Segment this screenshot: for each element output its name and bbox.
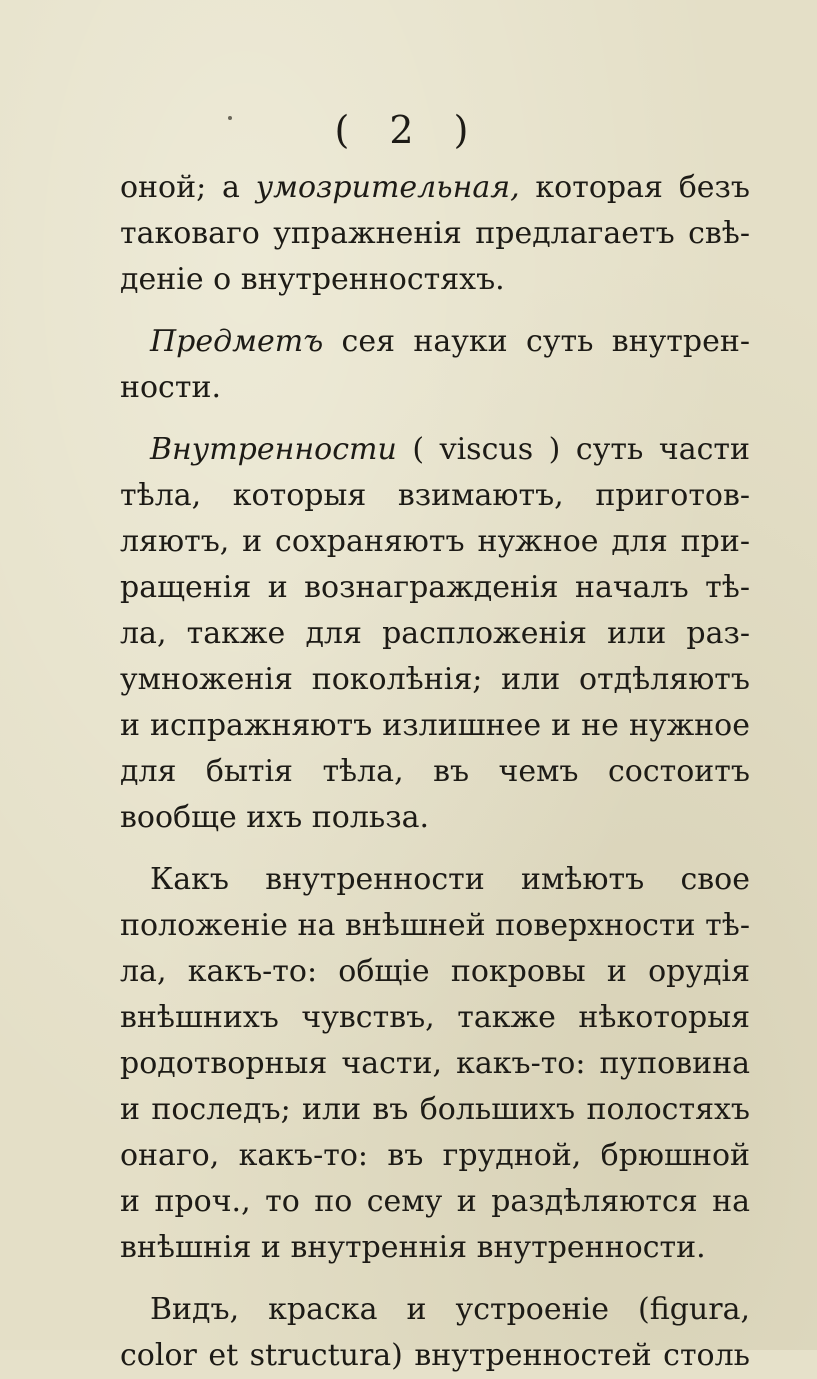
text-line: ла, какъ-то: общiе покровы и орудiя bbox=[120, 954, 750, 989]
text-line: внѣшнiя и внутреннiя внутренности. bbox=[120, 1230, 706, 1265]
text-run: которая безъ bbox=[519, 170, 750, 205]
text-line: внѣшнихъ чувствъ, также нѣкоторыя bbox=[120, 1000, 750, 1035]
text-line: и испражняютъ излишнее и не нужное bbox=[120, 708, 750, 743]
text-line: ляютъ, и сохраняютъ нужное для при- bbox=[120, 524, 750, 559]
text-line: ности. bbox=[120, 370, 221, 405]
text-line bbox=[120, 319, 750, 365]
italic-term: умозрительная, bbox=[255, 170, 520, 205]
text-run: сея науки суть внутрен- bbox=[323, 324, 750, 359]
text-line: родотворныя части, какъ-то: пуповина bbox=[120, 1046, 750, 1081]
text-line: Видъ, краска и устроенiе (figura, bbox=[150, 1292, 750, 1327]
text-line: денiе о внутренностяхъ. bbox=[120, 262, 505, 297]
text-line: вообще ихъ польза. bbox=[120, 800, 430, 835]
text-line bbox=[120, 427, 750, 473]
text-line: тѣла, которыя взимаютъ, приготов- bbox=[120, 478, 750, 513]
text-line: для бытiя тѣла, въ чемъ состоитъ bbox=[120, 754, 750, 789]
text-line: ла, также для распложенiя или раз- bbox=[120, 616, 750, 651]
body-text bbox=[120, 165, 750, 1379]
text-line bbox=[120, 165, 750, 211]
text-line: положенiе на внѣшней поверхности тѣ- bbox=[120, 908, 750, 943]
text-line: и проч., то по сему и раздѣляются на bbox=[120, 1184, 750, 1219]
italic-term: Предметъ bbox=[150, 324, 324, 359]
text-line: и последъ; или въ большихъ полостяхъ bbox=[120, 1092, 750, 1127]
italic-term: Внутренности bbox=[150, 432, 397, 467]
text-line: ращенiя и вознагражденiя началъ тѣ- bbox=[120, 570, 750, 605]
text-line: умноженiя поколѣнiя; или отдѣляютъ bbox=[120, 662, 750, 697]
text-run: ( viscus ) суть части bbox=[396, 432, 750, 467]
text-run: оной; а bbox=[120, 170, 256, 205]
text-line: color et structura) внутренностей столь bbox=[120, 1338, 750, 1373]
text-line: Какъ внутренности имѣютъ свое bbox=[150, 862, 750, 897]
page-number: ( 2 ) bbox=[334, 108, 483, 152]
text-line: онаго, какъ-то: въ грудной, брюшной bbox=[120, 1138, 750, 1173]
text-line: таковаго упражненiя предлагаетъ свѣ- bbox=[120, 216, 750, 251]
